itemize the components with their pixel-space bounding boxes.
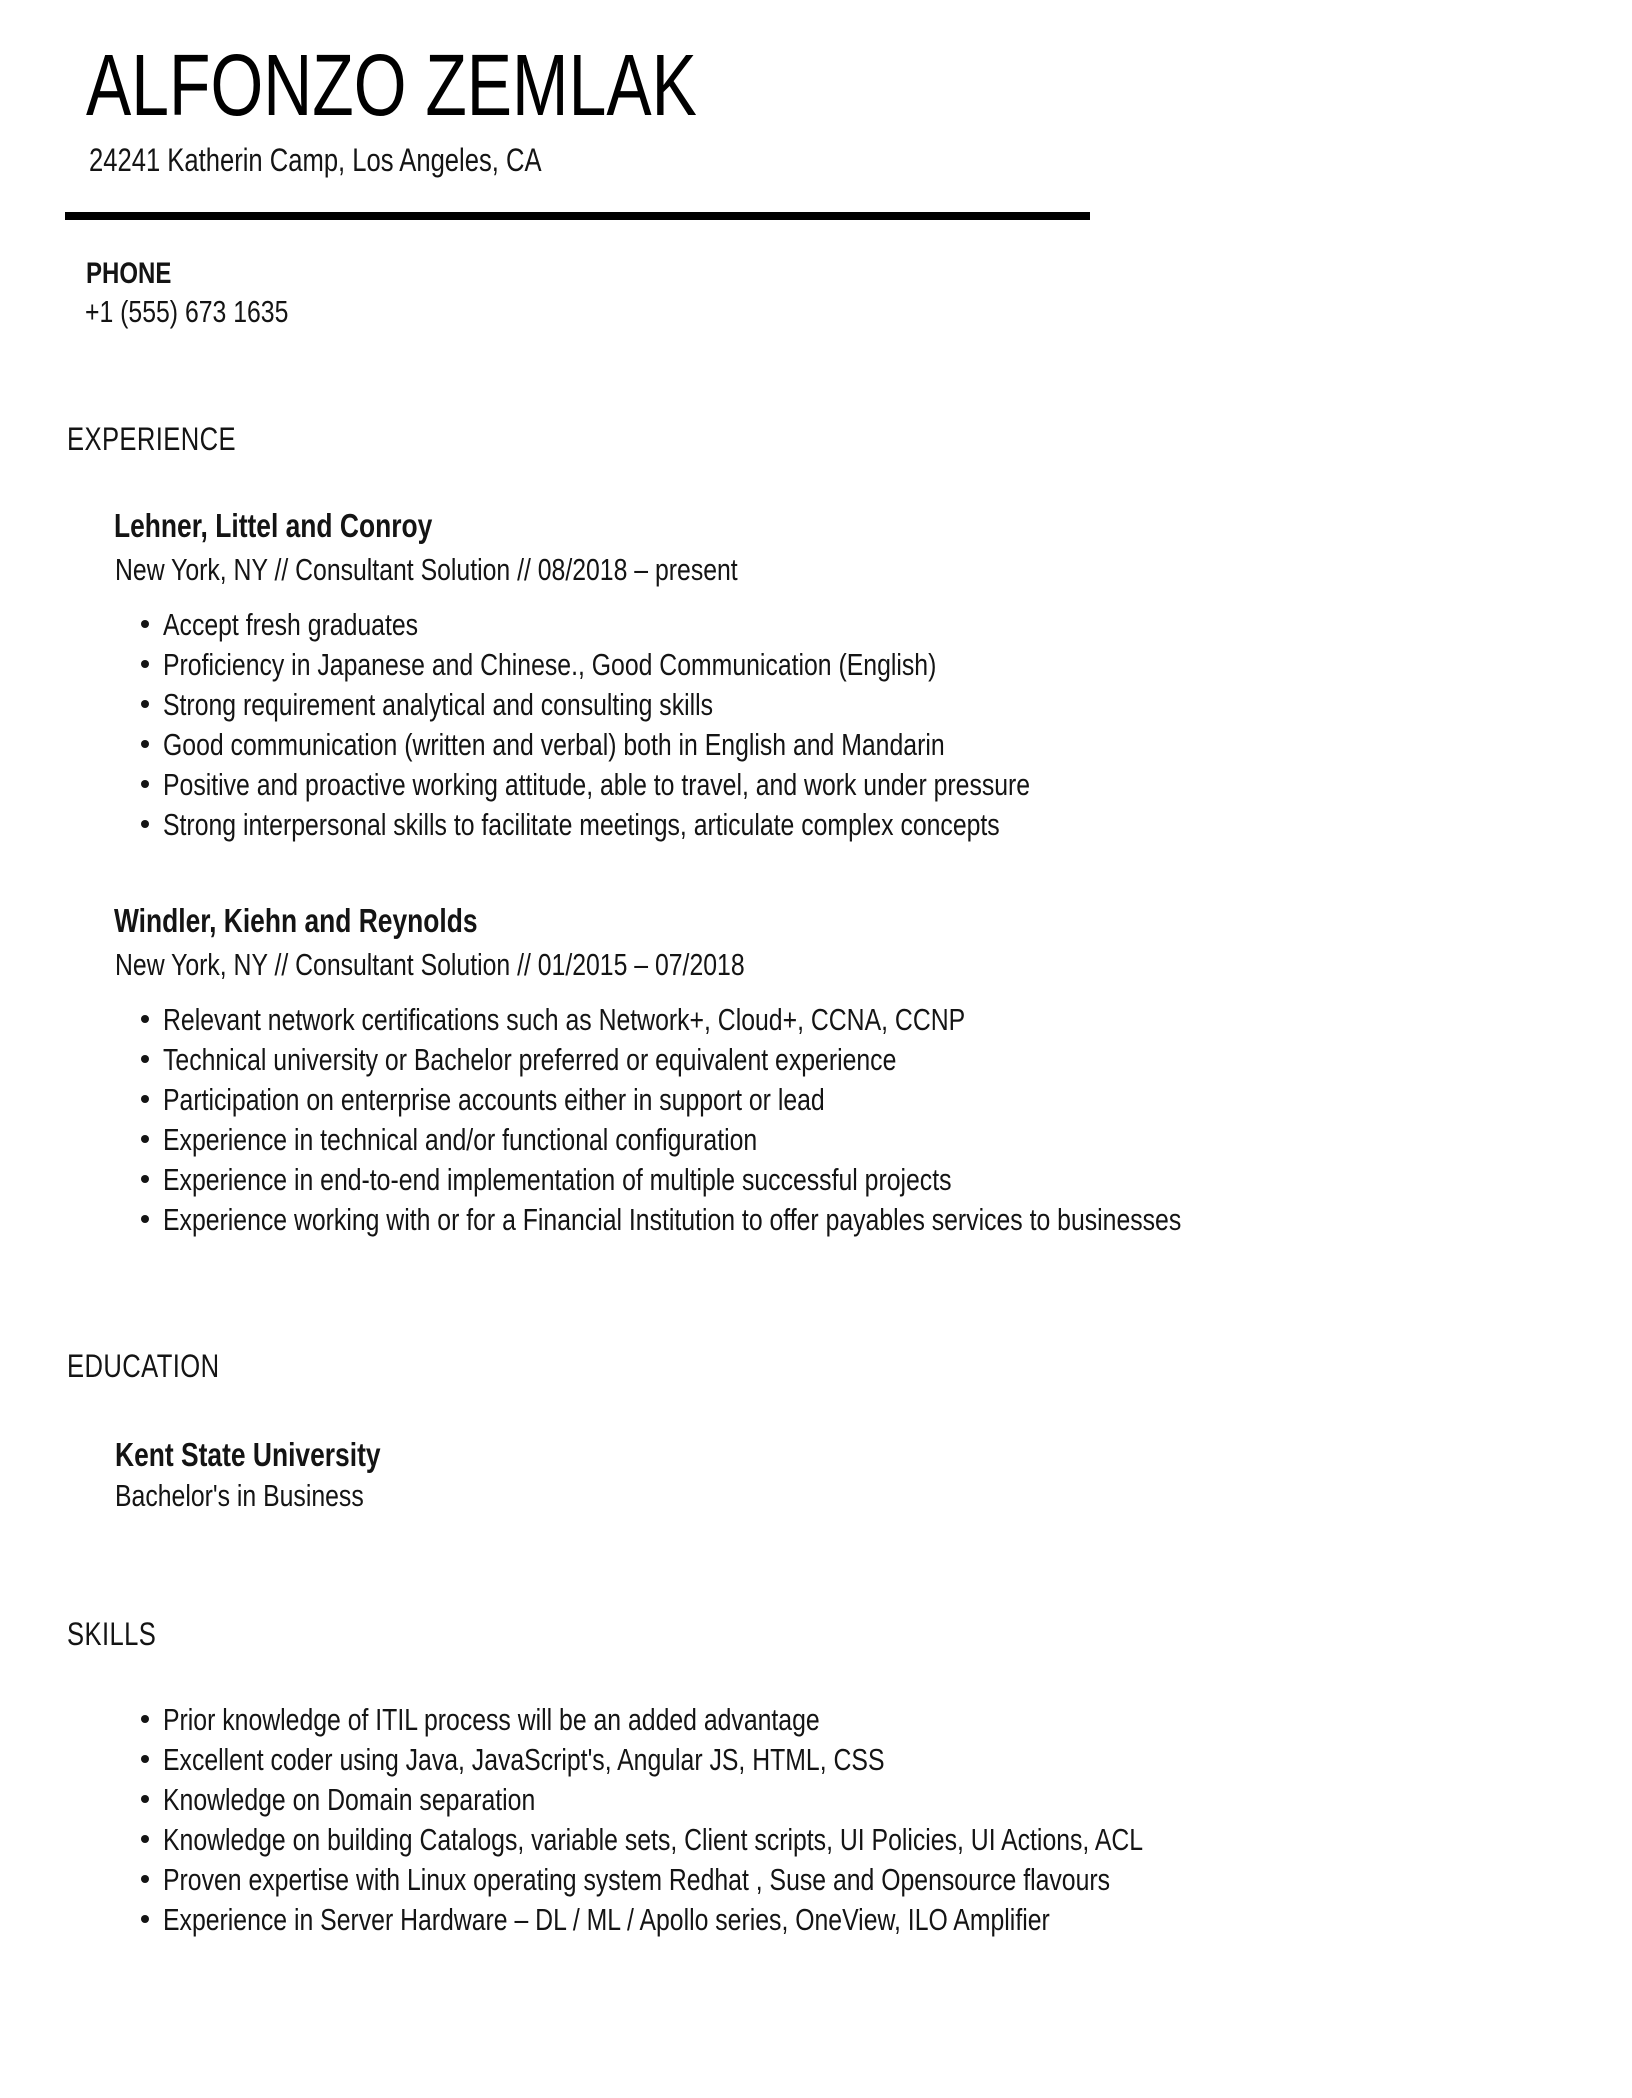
bullet-item: Accept fresh graduates xyxy=(141,604,1247,644)
bullet-item: Experience in technical and/or functional configuration xyxy=(141,1119,1436,1159)
bullet-icon xyxy=(141,1915,149,1923)
bullet-item: Strong requirement analytical and consulting skills xyxy=(141,684,1247,724)
phone-value: +1 (555) 673 1635 xyxy=(85,294,289,329)
bullet-icon xyxy=(141,1055,149,1063)
bullet-item: Strong interpersonal skills to facilitate meetings, articulate complex concepts xyxy=(141,804,1247,844)
bullet-item: Relevant network certifications such as Network+, Cloud+, CCNA, CCNP xyxy=(141,999,1436,1039)
job-meta: New York, NY // Consultant Solution // 01/2015 – 07/2018 xyxy=(115,947,745,982)
bullet-icon xyxy=(141,1875,149,1883)
bullet-item: Positive and proactive working attitude, able to travel, and work under pressure xyxy=(141,764,1247,804)
bullet-icon xyxy=(141,1135,149,1143)
school-degree: Bachelor's in Business xyxy=(115,1478,364,1513)
job-bullets xyxy=(141,999,1436,1239)
bullet-icon xyxy=(141,1095,149,1103)
bullet-item: Good communication (written and verbal) both in English and Mandarin xyxy=(141,724,1247,764)
bullet-icon xyxy=(141,1015,149,1023)
bullet-icon xyxy=(141,1795,149,1803)
bullet-icon xyxy=(141,700,149,708)
bullet-icon xyxy=(141,1835,149,1843)
job-bullets xyxy=(141,604,1247,844)
bullet-item: Prior knowledge of ITIL process will be an added advantage xyxy=(141,1699,1388,1739)
bullet-icon xyxy=(141,740,149,748)
school-name: Kent State University xyxy=(115,1436,381,1473)
bullet-icon xyxy=(141,1215,149,1223)
candidate-name: ALFONZO ZEMLAK xyxy=(86,37,697,134)
bullet-item: Experience working with or for a Financial Institution to offer payables services to businesses xyxy=(141,1199,1436,1239)
education-heading: EDUCATION xyxy=(67,1348,220,1384)
skills-heading: SKILLS xyxy=(67,1616,157,1652)
bullet-item: Knowledge on building Catalogs, variable sets, Client scripts, UI Policies, UI Actions, ACL xyxy=(141,1819,1388,1859)
bullet-icon xyxy=(141,780,149,788)
bullet-item: Technical university or Bachelor preferred or equivalent experience xyxy=(141,1039,1436,1079)
bullet-item: Excellent coder using Java, JavaScript's, Angular JS, HTML, CSS xyxy=(141,1739,1388,1779)
job-company: Windler, Kiehn and Reynolds xyxy=(114,902,478,939)
bullet-icon xyxy=(141,1715,149,1723)
bullet-item: Proficiency in Japanese and Chinese., Good Communication (English) xyxy=(141,644,1247,684)
bullet-icon xyxy=(141,620,149,628)
candidate-address: 24241 Katherin Camp, Los Angeles, CA xyxy=(89,142,542,178)
bullet-icon xyxy=(141,1755,149,1763)
job-company: Lehner, Littel and Conroy xyxy=(114,507,433,544)
job-meta: New York, NY // Consultant Solution // 08/2018 – present xyxy=(115,552,738,587)
bullet-item: Experience in Server Hardware – DL / ML / Apollo series, OneView, ILO Amplifier xyxy=(141,1899,1388,1939)
experience-heading: EXPERIENCE xyxy=(67,421,237,457)
bullet-item: Experience in end-to-end implementation of multiple successful projects xyxy=(141,1159,1436,1199)
phone-label: PHONE xyxy=(86,257,172,290)
bullet-icon xyxy=(141,820,149,828)
bullet-icon xyxy=(141,660,149,668)
bullet-item: Proven expertise with Linux operating system Redhat , Suse and Opensource flavours xyxy=(141,1859,1388,1899)
skills-bullets xyxy=(141,1699,1388,1939)
bullet-item: Knowledge on Domain separation xyxy=(141,1779,1388,1819)
header-rule xyxy=(65,212,1090,220)
bullet-item: Participation on enterprise accounts either in support or lead xyxy=(141,1079,1436,1119)
bullet-icon xyxy=(141,1175,149,1183)
